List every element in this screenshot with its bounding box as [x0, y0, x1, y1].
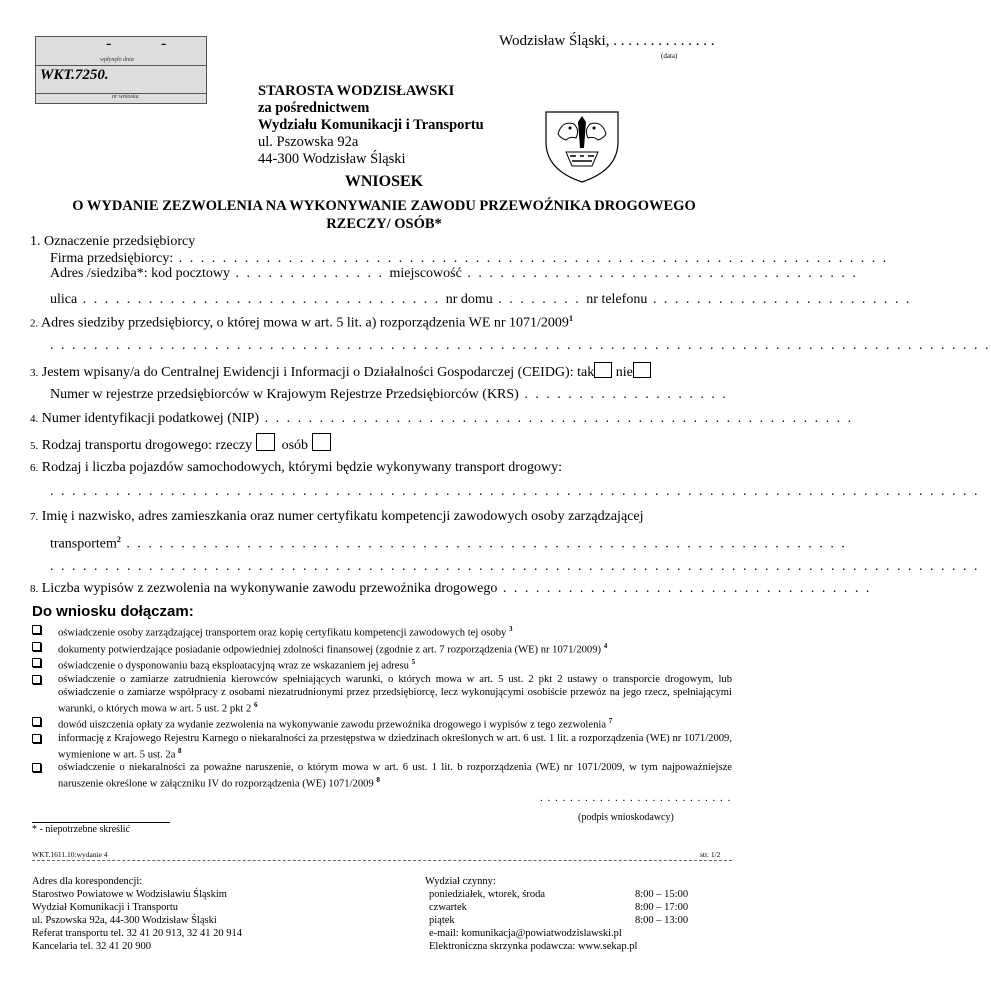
footnote-text: * - niepotrzebne skreślić	[32, 824, 131, 835]
city-label: miejscowość	[389, 266, 462, 281]
ceidg-no-checkbox[interactable]	[633, 362, 651, 378]
attachment-checkbox[interactable]	[32, 734, 41, 743]
list-item: oświadczenie osoby zarządzającej transportem oraz kopię certyfikatu kompetencji zawodowych tej osoby $^3$	[32, 623, 732, 640]
date-caption: (data)	[661, 52, 678, 60]
phone-label: nr telefonu	[586, 292, 648, 307]
signature-caption: (podpis wnioskodawcy)	[578, 812, 674, 823]
section-2-input[interactable]: . . . . . . . . . . . . . . . . . . . . . . . . . . . . . . . . . . . . . . . . . . . . . . . . . . . . . . . . . . . . . . . . . . . . . . . . . . . . . . . . . . . . . .	[50, 338, 991, 353]
attachment-checkbox[interactable]	[32, 763, 41, 772]
footnote-ref: 1	[568, 314, 573, 323]
stamp-dash: -	[161, 35, 167, 52]
goods-checkbox[interactable]	[256, 433, 275, 451]
list-item: oświadczenie o dysponowaniu bazą eksploatacyjną wraz ze wskazaniem jej adresu $^5$	[32, 656, 732, 673]
list-item: oświadczenie o niekaralności za poważne naruszenie, o którym mowa w art. 6 ust. 1 lit. b rozporządzenia (WE) nr 1071/2009, w tym najpoważniejsze naruszenie określone w załączniku IV do rozporządzenia (WE) 1071/2009 $^8$	[32, 761, 732, 791]
firm-name-label: Firma przedsiębiorcy:	[50, 251, 174, 266]
addressee-block	[258, 83, 484, 168]
section-number: 2.	[30, 317, 39, 330]
list-item: oświadczenie o zamiarze zatrudnienia kierowców spełniających warunki, o których mowa w art. 5 ust. 2 pkt 2 ustawy o transporcie drogowym, lub oświadczenie o zamiarze współpracy z osobami niezatrudnionymi przez przedsiębiorcę, lecz wykonującymi osobiście przewóz na jego rzecz, spełniającymi warunki, o których mowa w art. 5 ust. 2 pkt 2 $^6$	[32, 673, 732, 716]
correspondence-line: ul. Pszowska 92a, 44-300 Wodzisław Śląski	[32, 915, 217, 926]
correspondence-line: Adres dla korespondencji:	[32, 876, 143, 887]
page-number: str. 1/2	[700, 850, 721, 859]
section-5	[30, 433, 331, 454]
attachments-list	[32, 623, 732, 791]
section-number: 4.	[30, 413, 39, 425]
attachment-checkbox[interactable]	[32, 658, 41, 667]
nip-field[interactable]: 4. Numer identyfikacji podatkowej (NIP) . . . . . . . . . . . . . . . . . . . . . . . . . . . . . . . . . . . . . . . . . . . . . . . . . . . . . .	[30, 411, 854, 426]
house-number-label: nr domu	[445, 292, 493, 307]
section-6-input[interactable]: . . . . . . . . . . . . . . . . . . . . . . . . . . . . . . . . . . . . . . . . . . . . . . . . . . . . . . . . . . . . . . . . . . . . . . . . . . . . . . . . . . . . .	[50, 484, 980, 499]
section-8-text: Liczba wypisów z zezwolenia na wykonywanie zawodu przewoźnika drogowego	[41, 581, 498, 596]
extracts-count-field[interactable]: 8. Liczba wypisów z zezwolenia na wykonywanie zawodu przewoźnika drogowego . . . . . . . . . . . . . . . . . . . . . . . . . . . . . . . . . .	[30, 581, 872, 596]
nip-label: Numer identyfikacji podatkowej (NIP)	[41, 411, 260, 426]
section-7-input-2[interactable]: . . . . . . . . . . . . . . . . . . . . . . . . . . . . . . . . . . . . . . . . . . . . . . . . . . . . . . . . . . . . . . . . . . . . . . . . . . . . . . . . . . . . .	[50, 559, 980, 574]
street-field[interactable]: ulica . . . . . . . . . . . . . . . . . . . . . . . . . . . . . . . . . nr domu . . . . . . . . nr telefonu . . . . . . . . . . . . . . . . . . . . . . . .	[50, 292, 912, 307]
attachment-checkbox[interactable]	[32, 642, 41, 651]
office-hours-block	[425, 875, 725, 953]
section-1-title: 1. Oznaczenie przedsiębiorcy	[30, 234, 196, 249]
form-subtitle: O WYDANIE ZEZWOLENIA NA WYKONYWANIE ZAWODU PRZEWOŹNIKA DROGOWEGO	[72, 198, 696, 214]
section-number: 8.	[30, 583, 39, 595]
section-number: 6.	[30, 462, 39, 474]
office-hours-heading: Wydział czynny:	[425, 876, 496, 887]
section-2	[30, 314, 573, 332]
list-item: dowód uiszczenia opłaty za wydanie zezwolenia na wykonywanie zawodu przewoźnika drogowego i wypisów z tego zezwolenia $^7$	[32, 715, 732, 732]
passengers-checkbox[interactable]	[312, 433, 331, 451]
email-link[interactable]: e-mail: komunikacja@powiatwodzislawski.pl	[429, 928, 622, 939]
addressee-line: 44-300 Wodzisław Śląski	[258, 151, 406, 167]
correspondence-line: Starostwo Powiatowe w Wodzisławiu Śląskim	[32, 889, 227, 900]
signature-line[interactable]: . . . . . . . . . . . . . . . . . . . . . . . . . .	[540, 792, 732, 804]
number-caption: nr wniosku	[112, 94, 139, 100]
correspondence-line: Referat transportu tel. 32 41 20 913, 32 41 20 914	[32, 928, 242, 939]
section-7-text: Imię i nazwisko, adres zamieszkania oraz numer certyfikatu kompetencji zawodowych osoby zarządzającej	[41, 509, 644, 524]
krs-label: Numer w rejestrze przedsiębiorców w Krajowym Rejestrze Przedsiębiorców (KRS)	[50, 387, 519, 402]
section-3-text: Jestem wpisany/a do Centralnej Ewidencji i Informacji o Działalności Gospodarczej (CEIDG): tak	[41, 365, 595, 380]
attachments-heading: Do wniosku dołączam:	[32, 603, 194, 620]
epuap-link[interactable]: Elektroniczna skrzynka podawcza: www.sekap.pl	[429, 941, 638, 952]
case-number[interactable]: WKT.7250.	[40, 67, 109, 83]
section-2-text: Adres siedziby przedsiębiorcy, o której mowa w art. 5 lit. a) rozporządzenia WE nr 1071/2009	[40, 315, 569, 331]
section-7-input[interactable]: transportem$^2$ . . . . . . . . . . . . . . . . . . . . . . . . . . . . . . . . . . . . . . . . . . . . . . . . . . . . . . . . . . . . . . . . . .	[50, 535, 847, 552]
section-6-text: Rodzaj i liczba pojazdów samochodowych, którymi będzie wykonywany transport drogowy:	[41, 460, 562, 475]
correspondence-block	[32, 875, 242, 953]
stamp-dash: -	[106, 35, 112, 52]
hours-row: czwartek 8:00 – 17:00	[429, 902, 689, 913]
addressee-line: za pośrednictwem	[258, 100, 370, 116]
addressee-line: ul. Pszowska 92a	[258, 134, 359, 150]
section-number: 5.	[30, 440, 39, 452]
transport-type-label: Rodzaj transportu drogowego: rzeczy	[41, 438, 253, 453]
street-label: ulica	[50, 292, 78, 307]
no-label: nie	[615, 365, 633, 380]
firm-name-field[interactable]: Firma przedsiębiorcy: . . . . . . . . . . . . . . . . . . . . . . . . . . . . . . . . . . . . . . . . . . . . . . . . . . . . . . . . . . . . . . . . .	[50, 251, 889, 266]
section-number: 7.	[30, 511, 39, 523]
place-date[interactable]: Wodzisław Śląski, . . . . . . . . . . . . . .	[499, 33, 715, 49]
list-item: dokumenty potwierdzające posiadanie odpowiedniej zdolności finansowej (zgodnie z art. 7 rozporządzenia (WE) nr 1071/2009) $^4$	[32, 640, 732, 657]
ceidg-yes-checkbox[interactable]	[594, 362, 612, 378]
registration-stamp	[35, 36, 207, 104]
hours-row: poniedziałek, wtorek, środa 8:00 – 15:00	[429, 889, 689, 900]
footnote-ref: 2	[116, 535, 121, 544]
section-6	[30, 460, 562, 476]
section-7	[30, 509, 730, 525]
krs-field[interactable]: Numer w rejestrze przedsiębiorców w Krajowym Rejestrze Przedsiębiorców (KRS) . . . . . . . . . . . . . . . . . . .	[50, 387, 728, 402]
received-caption: wpłynęło dnia	[100, 57, 134, 63]
passengers-label: osób	[281, 438, 309, 453]
section-7-cont: transportem	[50, 536, 117, 552]
correspondence-line: Kancelaria tel. 32 41 20 900	[32, 941, 151, 952]
attachment-checkbox[interactable]	[32, 625, 41, 634]
attachment-checkbox[interactable]	[32, 717, 41, 726]
footer-divider	[32, 860, 732, 861]
list-item: informację z Krajowego Rejestru Karnego o niekaralności za przestępstwa w dziedzinach określonych w art. 6 ust. 1 lit. a rozporządzenia (WE) nr 1071/2009, wymienione w art. 5 ust. 2a $^8$	[32, 732, 732, 762]
form-title: WNIOSEK	[344, 173, 424, 190]
form-id: WKT.1611.10:wydanie 4	[32, 850, 108, 859]
addressee-line: STAROSTA WODZISŁAWSKI	[258, 83, 455, 99]
address-field[interactable]: Adres /siedziba*: kod pocztowy . . . . . . . . . . . . . . miejscowość . . . . . . . . . . . . . . . . . . . . . . . . . . . . . . . . . . . .	[50, 266, 858, 281]
form-subtitle: RZECZY/ OSÓB*	[326, 216, 442, 232]
addressee-line: Wydziału Komunikacji i Transportu	[258, 117, 484, 133]
section-3	[30, 362, 651, 381]
section-number: 3.	[30, 367, 39, 379]
footnote-rule	[32, 822, 170, 823]
postal-code-label: Adres /siedziba*: kod pocztowy	[50, 266, 231, 281]
attachment-checkbox[interactable]	[32, 675, 41, 684]
correspondence-line: Wydział Komunikacji i Transportu	[32, 902, 179, 913]
hours-row: piątek 8:00 – 13:00	[429, 915, 689, 926]
